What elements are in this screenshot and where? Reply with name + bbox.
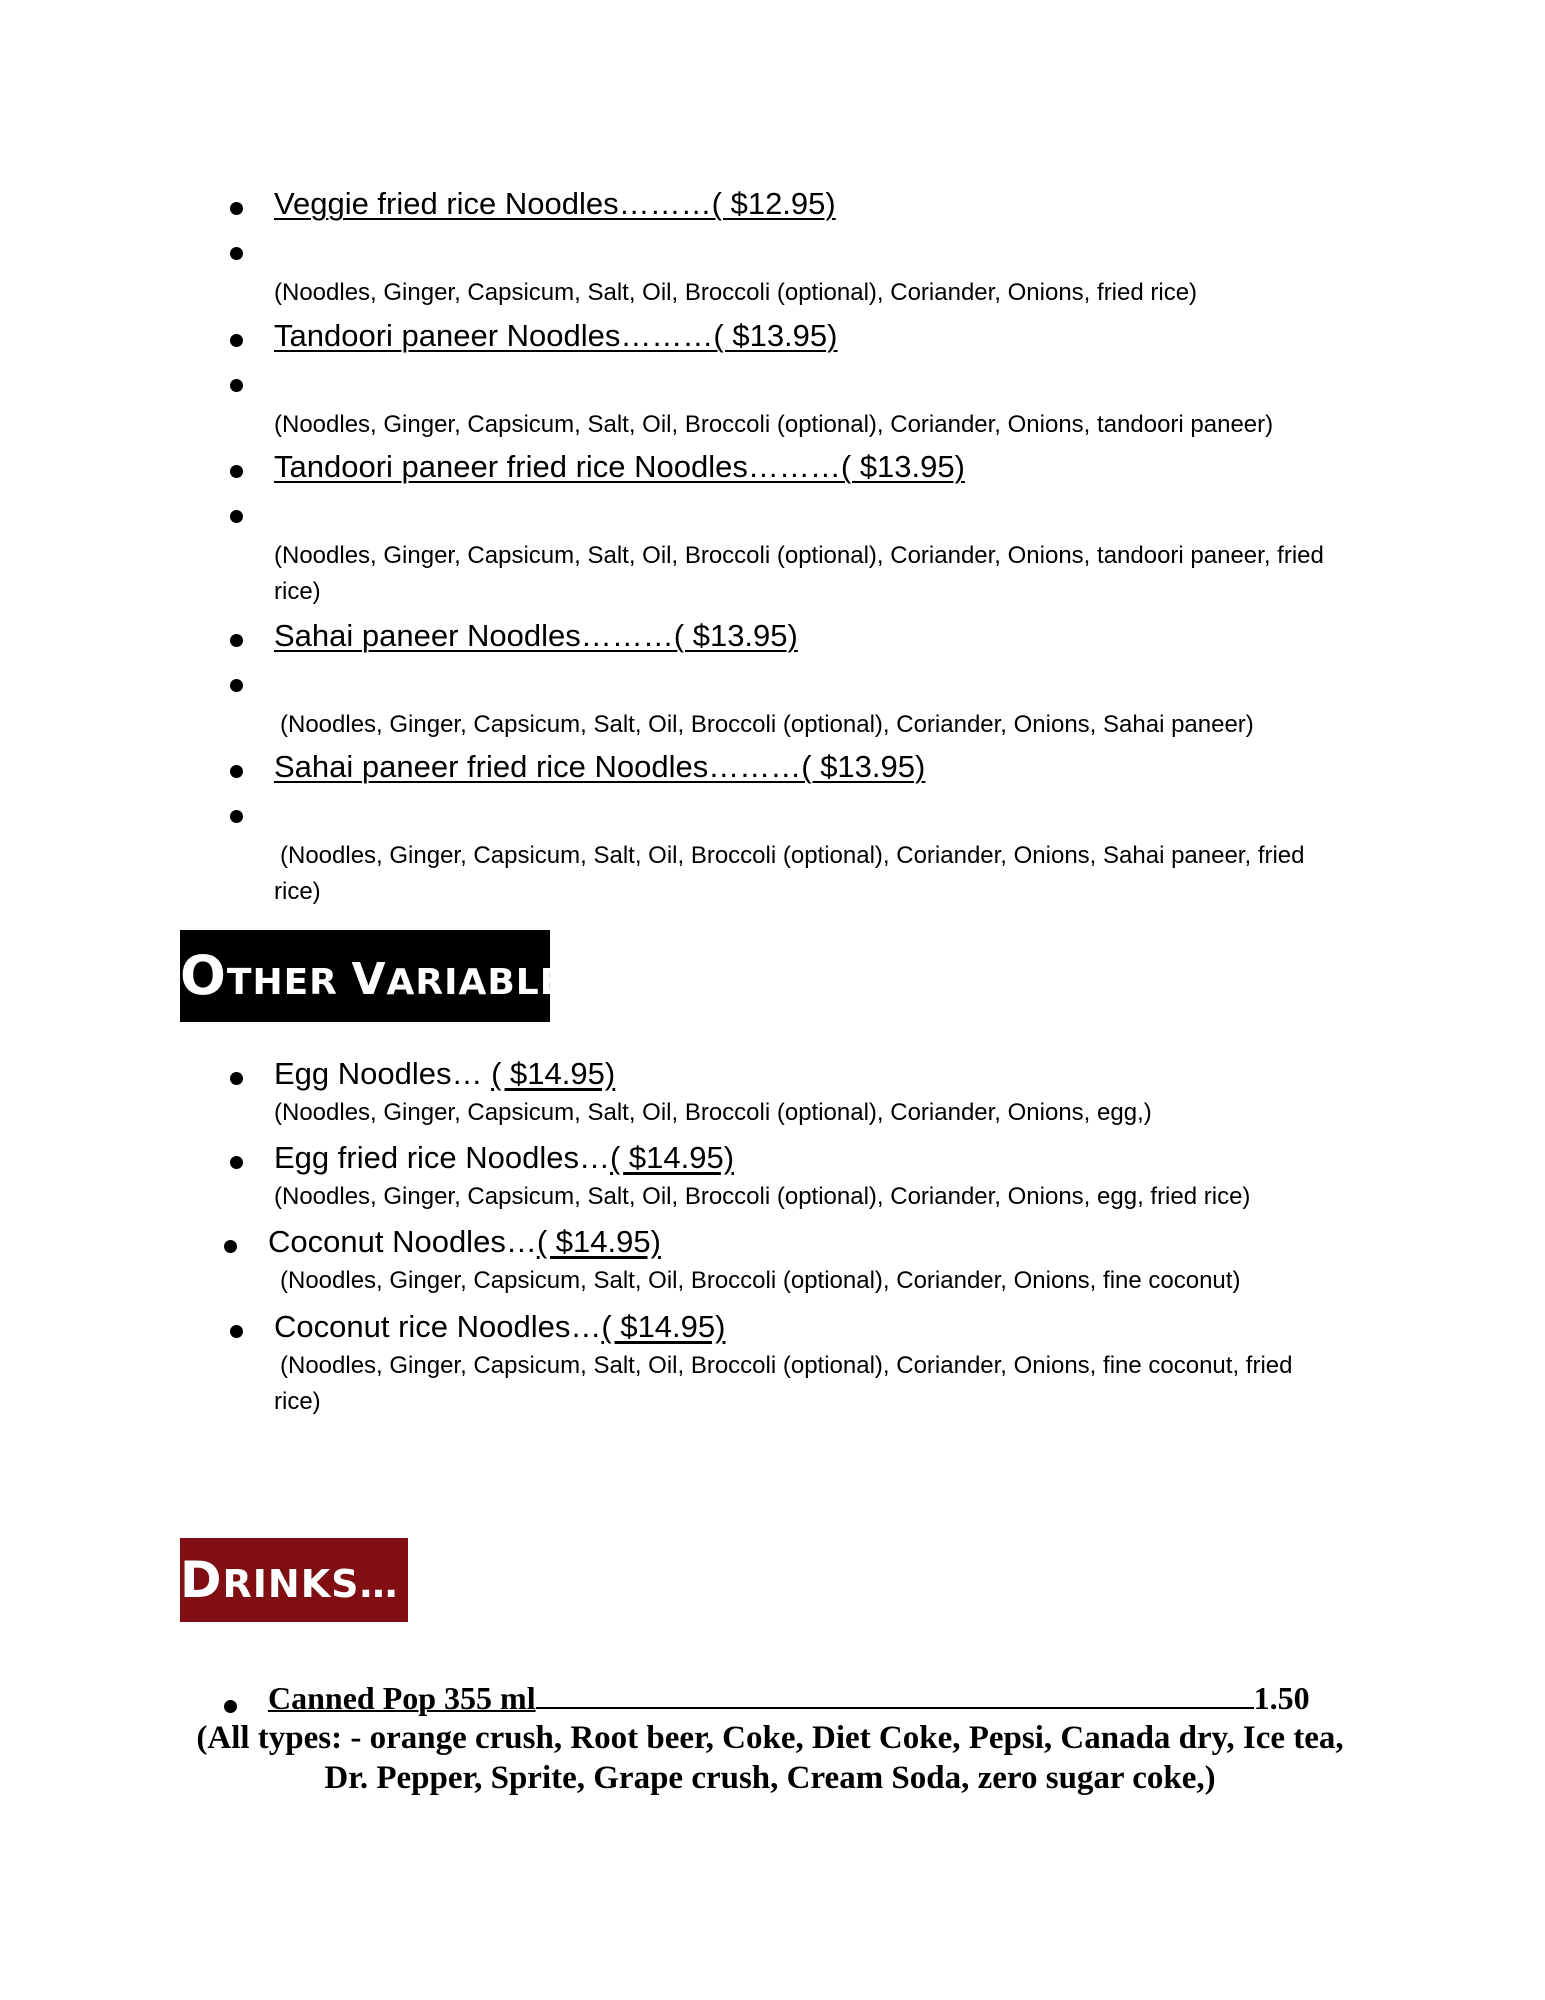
bullet-icon <box>230 334 243 347</box>
item-title: Sahai paneer Noodles………( $13.95) <box>274 618 798 653</box>
item-name: Egg fried rice Noodles… <box>274 1140 610 1175</box>
item-description: (Noodles, Ginger, Capsicum, Salt, Oil, Broccoli (optional), Coriander, Onions, Sahai paneer, fried rice) <box>274 842 1305 905</box>
item-title <box>274 1055 615 1093</box>
item-title <box>274 1308 725 1346</box>
bullet-icon <box>230 634 243 647</box>
leader-line <box>536 1707 1254 1709</box>
bullet-icon <box>230 1156 243 1169</box>
bullet-icon <box>230 465 243 478</box>
drink-name: Canned Pop 355 ml <box>268 1680 536 1716</box>
bullet-icon <box>230 379 243 392</box>
drink-title <box>268 1680 1310 1717</box>
item-title: Tandoori paneer Noodles………( $13.95) <box>274 318 838 353</box>
item-description: (Noodles, Ginger, Capsicum, Salt, Oil, Broccoli (optional), Coriander, Onions, Sahai paneer) <box>280 711 1254 738</box>
drink-description: (All types: - orange crush, Root beer, Coke, Diet Coke, Pepsi, Canada dry, Ice tea, Dr. Pepper, Sprite, Grape crush, Cream Soda, zero sugar coke,) <box>196 1720 1344 1796</box>
item-description: (Noodles, Ginger, Capsicum, Salt, Oil, Broccoli (optional), Coriander, Onions, egg,) <box>274 1099 1152 1126</box>
item-description: (Noodles, Ginger, Capsicum, Salt, Oil, Broccoli (optional), Coriander, Onions, fine coconut) <box>280 1267 1241 1294</box>
item-description: (Noodles, Ginger, Capsicum, Salt, Oil, Broccoli (optional), Coriander, Onions, fine coconut, fried rice) <box>274 1352 1293 1415</box>
item-description: (Noodles, Ginger, Capsicum, Salt, Oil, Broccoli (optional), Coriander, Onions, tandoori paneer, fried rice) <box>274 542 1324 605</box>
bullet-icon <box>230 247 243 260</box>
item-price: ( $14.95) <box>610 1140 735 1175</box>
bullet-icon <box>230 510 243 523</box>
bullet-icon <box>224 1700 237 1713</box>
section-heading-other-variables: OTHER VARIABLES <box>180 930 550 1022</box>
drink-price: 1.50 <box>1253 1680 1310 1716</box>
item-description: (Noodles, Ginger, Capsicum, Salt, Oil, Broccoli (optional), Coriander, Onions, tandoori paneer) <box>274 411 1274 438</box>
item-name: Coconut rice Noodles… <box>274 1309 602 1344</box>
bullet-icon <box>230 765 243 778</box>
item-description: (Noodles, Ginger, Capsicum, Salt, Oil, Broccoli (optional), Coriander, Onions, egg, fried rice) <box>274 1183 1251 1210</box>
item-title: Veggie fried rice Noodles………( $12.95) <box>274 186 836 221</box>
section-heading-drinks: DRINKS… <box>180 1538 408 1622</box>
bullet-icon <box>230 810 243 823</box>
item-title: Sahai paneer fried rice Noodles………( $13.95) <box>274 749 926 784</box>
item-price: ( $14.95) <box>536 1224 661 1259</box>
item-title <box>274 1139 734 1177</box>
item-price: ( $14.95) <box>491 1056 616 1091</box>
item-price: ( $14.95) <box>601 1309 726 1344</box>
item-title: Tandoori paneer fried rice Noodles………( $13.95) <box>274 449 965 484</box>
item-name: Coconut Noodles… <box>268 1224 537 1259</box>
item-description: (Noodles, Ginger, Capsicum, Salt, Oil, Broccoli (optional), Coriander, Onions, fried rice) <box>274 279 1198 306</box>
bullet-icon <box>230 202 243 215</box>
bullet-icon <box>230 1325 243 1338</box>
bullet-icon <box>230 1072 243 1085</box>
bullet-icon <box>224 1240 237 1253</box>
item-title <box>268 1223 661 1261</box>
bullet-icon <box>230 679 243 692</box>
item-name: Egg Noodles… <box>274 1056 492 1091</box>
